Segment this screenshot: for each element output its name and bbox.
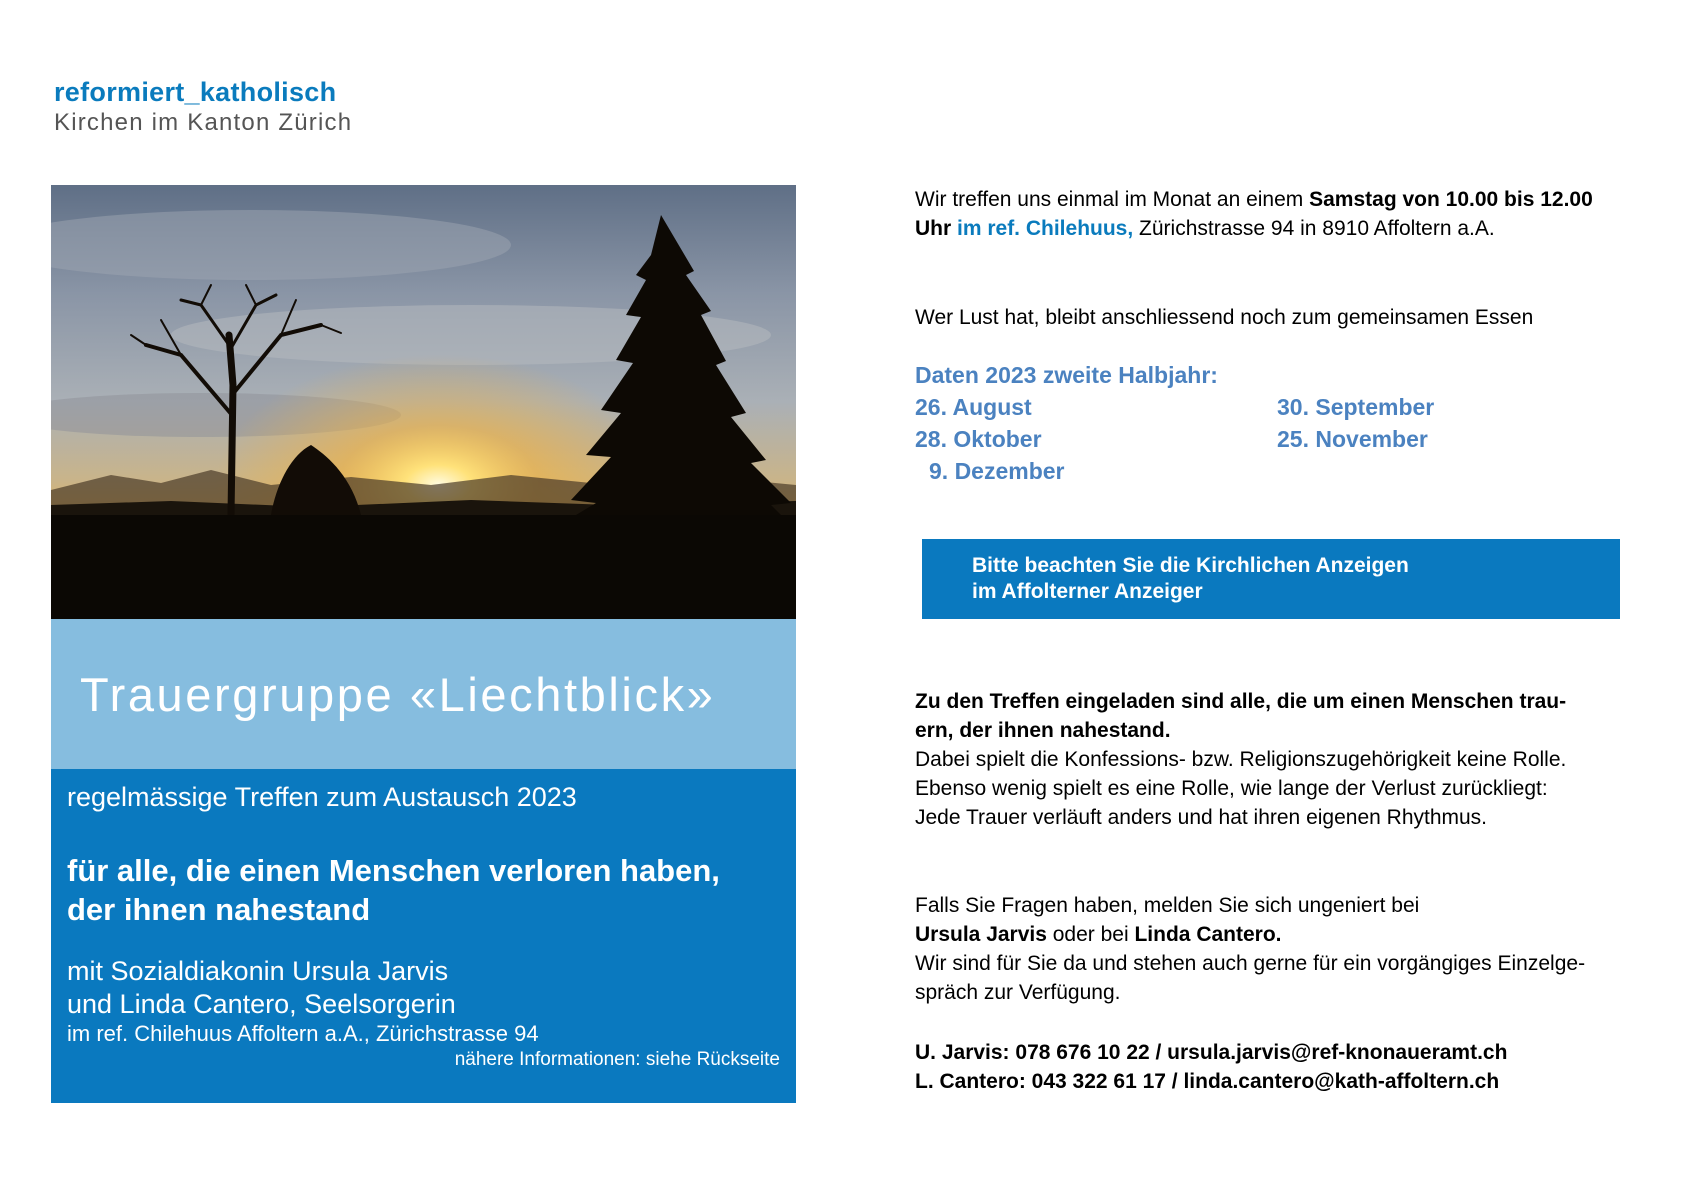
date-item: 28. Oktober xyxy=(915,426,1042,452)
meeting-place: im ref. Chilehuus, xyxy=(957,217,1134,240)
invitation-text: Zu den Treffen eingeladen sind alle, die um einen Menschen trau- ern, der ihnen nahestand. Dabei spielt die Konfessions- bzw. Religionszugehörigkeit keine Rolle. Ebenso wenig spielt es eine Rolle, wie lange der Verlust zurückliegt: Jede Trauer verläuft anders und hat ihren eigenen Rhythmus. xyxy=(915,690,1567,829)
flyer-address: im ref. Chilehuus Affoltern a.A., Zürichstrasse 94 xyxy=(67,1021,539,1046)
flyer-more-info: nähere Informationen: siehe Rückseite xyxy=(454,1049,780,1070)
logo-subline: Kirchen im Kanton Zürich xyxy=(54,109,353,136)
date-item: 25. November xyxy=(1277,426,1428,452)
flyer-headline xyxy=(67,851,720,929)
flyer-title: Trauergruppe «Liechtblick» xyxy=(80,668,716,721)
title-band xyxy=(51,619,796,769)
date-item: 9. Dezember xyxy=(929,458,1065,484)
logo-wordmark: reformiert_katholisch xyxy=(54,77,337,107)
sunset-photo xyxy=(51,185,796,619)
notice-text: Bitte beachten Sie die Kirchlichen Anzeigen im Affolterner Anzeiger xyxy=(972,554,1409,603)
questions-text: Falls Sie Fragen haben, melden Sie sich ungeniert bei Ursula Jarvis oder bei Linda Cantero. Wir sind für Sie da und stehen auch gerne für ein vorgängiges Einzelge- spräch zur Verfügung. xyxy=(915,894,1586,1004)
contact-name-jarvis: Ursula Jarvis xyxy=(915,923,1047,946)
notice-banner xyxy=(922,539,1620,619)
date-item: 26. August xyxy=(915,394,1032,420)
dates-heading: Daten 2023 zweite Halbjahr: xyxy=(915,362,1218,388)
meeting-line-2: Uhr im ref. Chilehuus, Zürichstrasse 94 in 8910 Affoltern a.A. xyxy=(915,217,1495,240)
flyer-hosts-line-2: und Linda Cantero, Seelsorgerin xyxy=(67,989,456,1019)
meeting-info xyxy=(915,185,1593,243)
flyer-subtitle: regelmässige Treffen zum Austausch 2023 xyxy=(67,782,577,812)
date-item: 30. September xyxy=(1277,394,1435,420)
contact-jarvis: U. Jarvis: 078 676 10 22 / ursula.jarvis@ref-knonaueramt.ch xyxy=(915,1041,1508,1064)
flyer-hosts xyxy=(67,955,456,1021)
meeting-line-1: Wir treffen uns einmal im Monat an einem Samstag von 10.00 bis 12.00 xyxy=(915,188,1593,211)
contact-name-cantero: Linda Cantero. xyxy=(1134,923,1282,946)
meal-info: Wer Lust hat, bleibt anschliessend noch zum gemeinsamen Essen xyxy=(915,306,1534,329)
contact-cantero: L. Cantero: 043 322 61 17 / linda.cantero@kath-affoltern.ch xyxy=(915,1070,1500,1093)
logo xyxy=(54,76,352,138)
contact-details xyxy=(915,1038,1507,1096)
flyer-info-block xyxy=(51,769,796,1103)
flyer-headline-line-2: der ihnen nahestand xyxy=(67,892,371,927)
flyer-hosts-line-1: mit Sozialdiakonin Ursula Jarvis xyxy=(67,956,449,986)
flyer-headline-line-1: für alle, die einen Menschen verloren haben, xyxy=(67,853,720,888)
